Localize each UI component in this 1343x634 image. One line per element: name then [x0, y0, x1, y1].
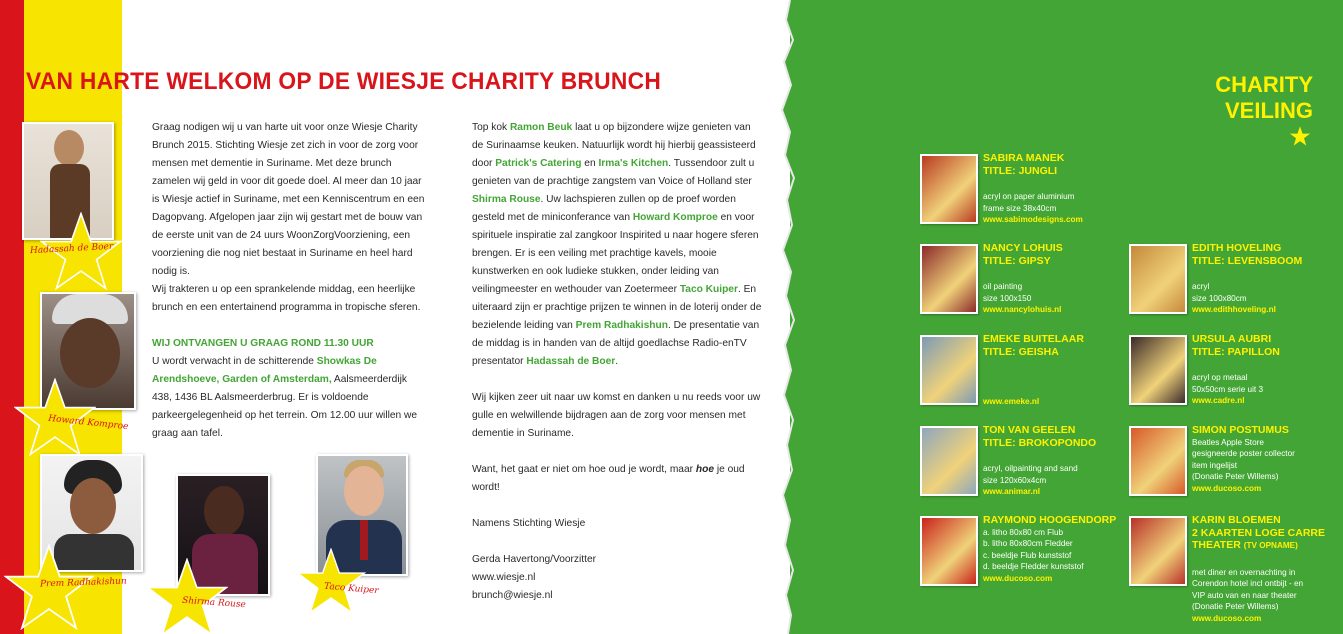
text-segment: . Uw lachspieren zullen op de proef worden gesteld met de miniconferance van [472, 194, 736, 223]
caption-shirma-rouse: Shirma Rouse [181, 595, 247, 611]
artwork-title: TITLE: GIPSY [983, 254, 1051, 267]
text-segment: . [615, 356, 619, 367]
website-link[interactable]: www.wiesje.nl [472, 572, 536, 583]
artwork-thumbnail [1129, 244, 1187, 314]
artwork-description: 50x50cm serie uit 3 [1192, 384, 1263, 394]
on-behalf-line: Namens Stichting Wiesje [472, 518, 586, 529]
artwork-thumbnail [1129, 426, 1187, 496]
auction-item [1192, 242, 1342, 316]
name-irmas-kitchen: Irma's Kitchen [598, 158, 669, 169]
red-background-strip [0, 0, 24, 634]
artwork-description: VIP auto van en naar theater [1192, 590, 1297, 600]
email-link[interactable]: brunch@wiesje.nl [472, 590, 553, 601]
star-icon [296, 548, 366, 614]
artwork-description: met diner en overnachting in [1192, 567, 1296, 577]
artwork-description: (Donatie Peter Willems) [1192, 472, 1279, 481]
program-paragraph: Wij trakteren u op een sprankelende middag, een heerlijke brunch en een entertainend programma in tropische sferen. [152, 284, 421, 313]
venue-text-a: U wordt verwacht in de schitterende [152, 356, 317, 367]
artwork-thumbnail [1129, 335, 1187, 405]
name-hadassah-de-boer: Hadassah de Boer [526, 356, 616, 367]
artwork-title-line2: THEATER [1192, 539, 1241, 551]
name-patricks-catering: Patrick's Catering [495, 158, 582, 169]
text-segment: en voor spirituele inspiratie zal zangkoor Inspirited u naar hogere sferen brengen. Er is een veiling met prachtige kavels, mooie kunstwerken en ook ludieke stukken, onder leiding van veilingmeester en wethouder van Zoetermeer [472, 212, 759, 295]
artwork-title: 2 KAARTEN LOGE CARRE [1192, 526, 1326, 539]
artist-name: URSULA AUBRI [1192, 333, 1272, 345]
motto-paragraph [472, 461, 762, 497]
artist-website-link[interactable]: www.ducoso.com [1192, 483, 1262, 493]
star-icon [1289, 126, 1311, 146]
artist-website-link[interactable]: www.ducoso.com [983, 573, 1053, 583]
auction-item [983, 514, 1133, 584]
artwork-description: acryl [1192, 282, 1210, 291]
artwork-description: size 120x60x4cm [983, 475, 1047, 485]
text-segment: . Tussendoor zult u genieten van de prachtige zangstem van Voice of Holland ster [472, 158, 755, 187]
torn-paper-edge [760, 0, 820, 634]
auction-item [1192, 424, 1342, 494]
artwork-description: (Donatie Peter Willems) [1192, 602, 1279, 611]
name-ramon-beuk: Ramon Beuk [509, 122, 573, 133]
veiling-title [1215, 72, 1313, 124]
auction-item [983, 152, 1133, 226]
name-taco-kuiper: Taco Kuiper [679, 284, 738, 295]
spacer [983, 358, 1133, 396]
caption-prem-radhakishun: Prem Radhakishun [39, 576, 127, 590]
venue-paragraph [152, 353, 428, 443]
auction-item [983, 424, 1133, 498]
veiling-title-line1: CHARITY [1215, 72, 1313, 97]
text-segment: . En uiteraard zijn er prachtige prijzen te winnen in de loterij onder de bezielende leiding van [472, 284, 762, 331]
auction-item [1192, 514, 1342, 624]
main-title: VAN HARTE WELKOM OP DE WIESJE CHARITY BRUNCH [26, 68, 662, 95]
veiling-title-line2: VEILING [1224, 98, 1313, 123]
artist-name: KARIN BLOEMEN [1192, 514, 1281, 526]
artwork-title-continued [1192, 539, 1342, 553]
artwork-description: d. beeldje Fledder kunststof [983, 562, 1084, 571]
artwork-description: oil painting [983, 282, 1023, 291]
artist-website-link[interactable]: www.ducoso.com [1192, 613, 1262, 623]
artwork-thumbnail [920, 426, 978, 496]
artist-name: EDITH HOVELING [1192, 242, 1282, 254]
artwork-title: TITLE: GEISHA [983, 345, 1059, 358]
caption-taco-kuiper: Taco Kuiper [323, 581, 379, 597]
arrival-heading: WIJ ONTVANGEN U GRAAG ROND 11.30 UUR [152, 338, 374, 349]
name-howard-komproe: Howard Komproe [632, 212, 718, 223]
artwork-description: frame size 38x40cm [983, 203, 1057, 213]
motto-text-a: Want, het gaat er niet om hoe oud je wordt, maar [472, 464, 696, 475]
artist-name: EMEKE BUITELAAR [983, 333, 1084, 345]
auction-item [1192, 333, 1342, 407]
artwork-description: c. beeldje Flub kunststof [983, 550, 1072, 560]
artwork-title: TITLE: JUNGLI [983, 164, 1058, 177]
artwork-thumbnail [920, 244, 978, 314]
artwork-description: item ingelijst [1192, 460, 1238, 470]
artwork-description: gesigneerde poster collector [1192, 449, 1295, 458]
artist-name: TON VAN GEELEN [983, 424, 1076, 436]
artist-name: NANCY LOHUIS [983, 242, 1063, 254]
program-details-paragraph [472, 119, 762, 371]
motto-emphasis: hoe [695, 464, 714, 475]
text-segment: Top kok [472, 122, 510, 133]
intro-paragraph: Graag nodigen wij u van harte uit voor onze Wiesje Charity Brunch 2015. Stichting Wiesje zet zich in voor de zorg voor mensen met dementie in Suriname. Met deze brunch zamelen wij geld in voor dit goede doel. Al meer dan 10 jaar is Wiesje actief in Suriname, met een Kenniscentrum en een Dagopvang. Afgelopen jaar zijn wij gestart met de bouw van de eerste unit van de 24 uurs WoonZorgVoorziening, een voorziening die nog niet bestaat in Suriname en heel hard nodig is. [152, 122, 425, 277]
artwork-thumbnail [1129, 516, 1187, 586]
venue-name: Showkas De Arendshoeve, Garden of Amsterdam, [152, 356, 377, 385]
signature-name: Gerda Havertong/Voorzitter [472, 554, 597, 565]
motto-text-b: je oud wordt! [472, 464, 745, 493]
thanks-paragraph: Wij kijken zeer uit naar uw komst en danken u nu reeds voor uw gulle en welwillende bijdragen aan de zorg voor mensen met dementie in Suriname. [472, 392, 761, 439]
text-segment: . De presentatie van de middag is in handen van de altijd goedlachse Radio-enTV presentator [472, 320, 760, 367]
artist-website-link[interactable]: www.sabimodesigns.com [983, 215, 1083, 224]
artwork-note: (TV OPNAME) [1243, 541, 1298, 550]
text-segment: laat u op bijzondere wijze genieten van de Surinaamse keuken. Natuurlijk wordt hij hierbij geassisteerd door [472, 122, 756, 169]
artwork-thumbnail [920, 154, 978, 224]
artist-name: SIMON POSTUMUS [1192, 424, 1289, 436]
artist-name: RAYMOND HOOGENDORP [983, 514, 1117, 526]
artwork-description: b. litho 80x80cm Fledder [983, 539, 1073, 548]
artist-website-link[interactable]: www.cadre.nl [1192, 396, 1245, 405]
artwork-thumbnail [920, 516, 978, 586]
name-shirma-rouse: Shirma Rouse [472, 194, 541, 205]
artwork-description: size 100x80cm [1192, 293, 1247, 303]
text-segment: en [581, 158, 599, 169]
artwork-thumbnail [920, 335, 978, 405]
caption-hadassah-de-boer: Hadassah de Boer [29, 241, 114, 257]
auction-item [983, 333, 1133, 408]
name-prem-radhakishun: Prem Radhakishun [575, 320, 668, 331]
artwork-description: size 100x150 [983, 293, 1032, 303]
artist-website-link[interactable]: www.edithhoveling.nl [1192, 305, 1276, 314]
venue-text-b: Aalsmeerderdijk 438, 1436 BL Aalsmeerderbrug. Er is voldoende parkeergelegenheid op het terrein. Om 12.00 uur willen we graag aan tafel. [152, 374, 418, 439]
artwork-title: TITLE: BROKOPONDO [983, 436, 1097, 449]
auction-item [983, 242, 1133, 316]
artwork-description: acryl on paper aluminium [983, 192, 1075, 201]
artist-website-link[interactable]: www.animar.nl [983, 487, 1041, 496]
artwork-description: acryl op metaal [1192, 373, 1248, 382]
artwork-title: TITLE: PAPILLON [1192, 345, 1280, 358]
caption-howard-komproe: Howard Komproe [47, 413, 129, 433]
artwork-title: TITLE: LEVENSBOOM [1192, 254, 1303, 267]
artwork-description: Beatles Apple Store [1192, 437, 1264, 447]
artwork-description: acryl, oilpainting and sand [983, 464, 1078, 473]
intro-column [152, 119, 428, 443]
program-column [472, 119, 762, 605]
artwork-description: a. litho 80x80 cm Flub [983, 527, 1064, 537]
artist-name: SABIRA MANEK [983, 152, 1065, 164]
artist-website-link[interactable]: www.emeke.nl [983, 397, 1040, 406]
artist-website-link[interactable]: www.nancylohuis.nl [983, 305, 1062, 314]
artwork-description: Corendon hotel incl ontbijt - en [1192, 579, 1304, 588]
